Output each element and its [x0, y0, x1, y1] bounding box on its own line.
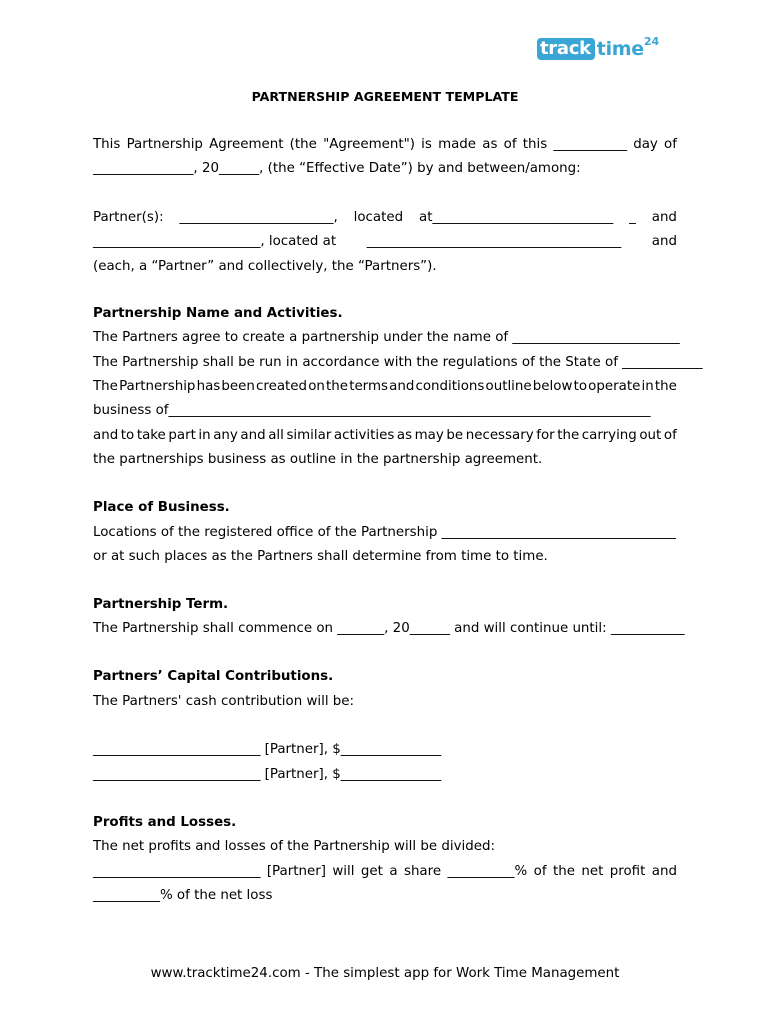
word: get — [360, 864, 383, 879]
word: activities — [333, 428, 395, 443]
word: (the — [289, 137, 317, 152]
section-heading-term: Partnership Term. — [93, 597, 229, 612]
word: Partner(s): — [93, 210, 164, 225]
word: made — [438, 137, 477, 152]
word: _______________________, — [179, 210, 338, 225]
word: and — [651, 234, 677, 249]
word: _ — [629, 210, 636, 225]
word: of — [664, 137, 677, 152]
intro-line-2: _______________, 20______, (the “Effective Date”) by and between/among: — [93, 161, 581, 176]
word: share — [403, 864, 442, 879]
section-heading-name-activities: Partnership Name and Activities. — [93, 306, 343, 321]
word: take — [136, 428, 166, 443]
word: Agreement — [209, 137, 284, 152]
tracktime24-logo — [537, 35, 660, 64]
word: in — [641, 379, 654, 394]
word: terms — [349, 379, 388, 394]
word: outline — [485, 379, 532, 394]
word: located — [353, 210, 404, 225]
logo-superscript: 24 — [643, 35, 660, 48]
section-heading-profits: Profits and Losses. — [93, 815, 237, 830]
capital-line-1: The Partners' cash contribution will be: — [93, 694, 355, 709]
word: and — [93, 428, 119, 443]
word: to — [120, 428, 135, 443]
term-line-1: The Partnership shall commence on _______, 20______ and will continue until: ___________ — [93, 621, 685, 636]
word: the — [654, 379, 677, 394]
name-activities-line-3 — [93, 379, 677, 395]
word: of — [533, 864, 547, 879]
word: been — [221, 379, 255, 394]
name-activities-line-1: The Partners agree to create a partnership under the name of _________________________ — [93, 330, 680, 345]
word: and — [389, 379, 415, 394]
word: the — [552, 864, 575, 879]
word: to — [573, 379, 588, 394]
word: is — [421, 137, 432, 152]
word: this — [522, 137, 548, 152]
word: on — [308, 379, 325, 394]
word: the — [557, 428, 580, 443]
word: below — [532, 379, 573, 394]
word: the — [326, 379, 349, 394]
partners-line-2 — [93, 234, 677, 250]
word: __________% — [447, 864, 528, 879]
word: created — [256, 379, 308, 394]
document-title: PARTNERSHIP AGREEMENT TEMPLATE — [251, 89, 519, 104]
word: This — [93, 137, 121, 152]
word: carrying — [581, 428, 637, 443]
word: be — [446, 428, 464, 443]
word: may — [414, 428, 444, 443]
page-footer: www.tracktime24.com - The simplest app for Work Time Management — [150, 966, 620, 981]
section-heading-place: Place of Business. — [93, 500, 230, 515]
capital-entry-1: _________________________ [Partner], $_______________ — [93, 742, 442, 757]
word: any — [213, 428, 238, 443]
profits-line-3: __________% of the net loss — [93, 888, 273, 903]
profits-line-1: The net profits and losses of the Partnership will be divided: — [93, 839, 495, 854]
partners-line-3: (each, a “Partner” and collectively, the “Partners”). — [93, 259, 437, 274]
intro-line-1 — [93, 137, 677, 153]
name-activities-line-4: business of________________________________________________________________________ — [93, 403, 651, 418]
word: will — [332, 864, 355, 879]
word: and — [651, 210, 677, 225]
word: conditions — [415, 379, 485, 394]
name-activities-line-5 — [93, 428, 677, 444]
word: part — [168, 428, 196, 443]
word: a — [389, 864, 398, 879]
partners-line-1 — [93, 210, 677, 226]
word: in — [198, 428, 211, 443]
logo-time-text: time — [596, 38, 644, 60]
word: day — [633, 137, 658, 152]
word: similar — [286, 428, 332, 443]
word: for — [536, 428, 555, 443]
word: as — [396, 428, 413, 443]
word: and — [240, 428, 266, 443]
word: The — [93, 379, 118, 394]
word: ___________ — [553, 137, 628, 152]
word: and — [651, 864, 677, 879]
name-activities-line-2: The Partnership shall be run in accordance with the regulations of the State of ____________ — [93, 355, 703, 370]
word: all — [268, 428, 284, 443]
word: necessary — [465, 428, 534, 443]
word: of — [503, 137, 517, 152]
word: has — [196, 379, 221, 394]
place-line-2: or at such places as the Partners shall determine from time to time. — [93, 549, 548, 564]
word: ______________________________________ — [366, 234, 622, 249]
word: at___________________________ — [419, 210, 614, 225]
word: _________________________ — [93, 864, 261, 879]
word: out — [639, 428, 662, 443]
word: of — [663, 428, 677, 443]
word: profit — [609, 864, 646, 879]
word: "Agreement") — [323, 137, 415, 152]
word: operate — [588, 379, 641, 394]
place-line-1: Locations of the registered office of the Partnership ___________________________________ — [93, 525, 676, 540]
word: net — [581, 864, 604, 879]
word: Partnership — [126, 137, 203, 152]
capital-entry-2: _________________________ [Partner], $_______________ — [93, 767, 442, 782]
name-activities-line-6: the partnerships business as outline in the partnership agreement. — [93, 452, 543, 467]
word: as — [482, 137, 498, 152]
profits-line-2 — [93, 864, 677, 880]
section-heading-capital: Partners’ Capital Contributions. — [93, 669, 334, 684]
logo-track-text: track — [537, 38, 595, 60]
word: _________________________, located at — [93, 234, 337, 249]
word: Partnership — [119, 379, 196, 394]
word: [Partner] — [266, 864, 326, 879]
